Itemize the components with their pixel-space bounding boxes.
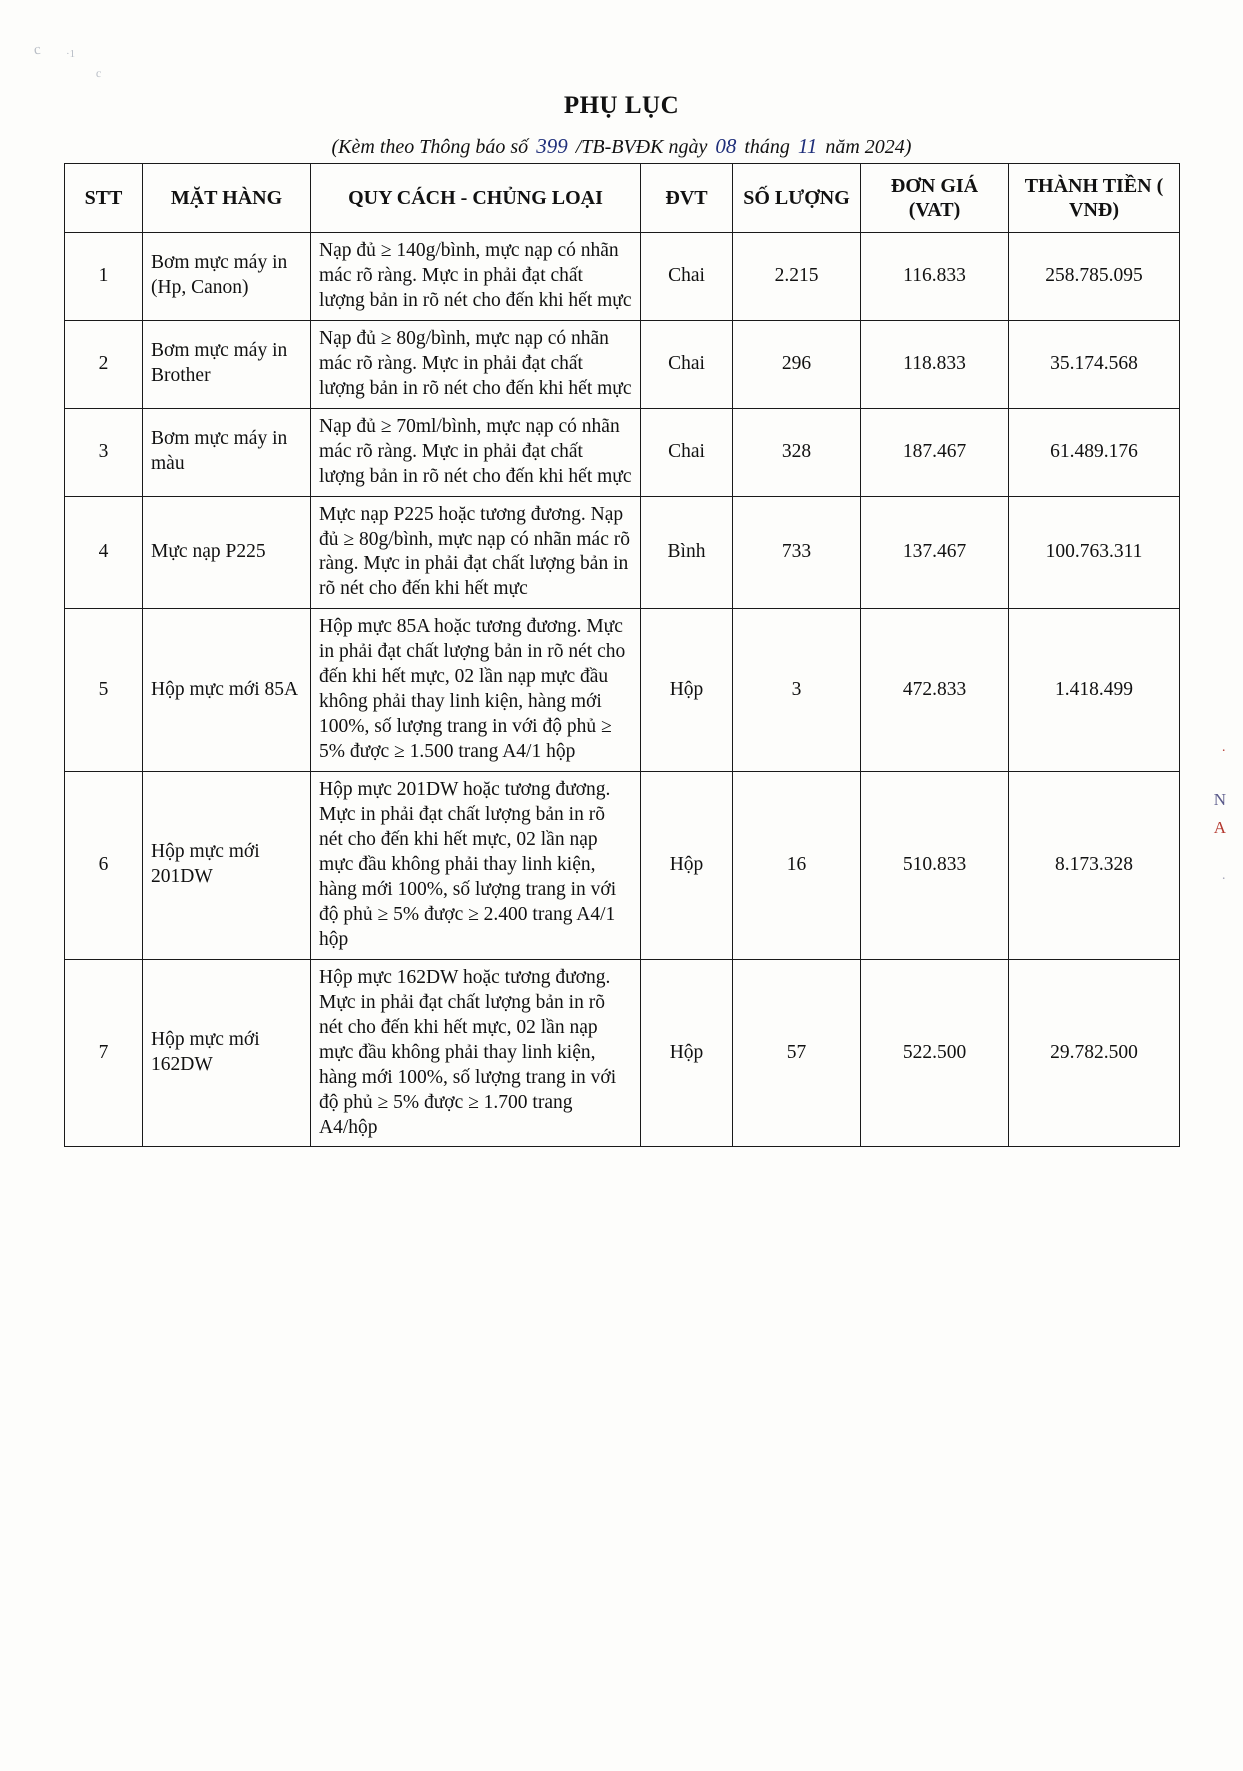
cell-stt: 6 [65,772,143,960]
document-reference-line [0,134,1243,159]
cell-total: 29.782.500 [1009,959,1180,1147]
column-header-spec: QUY CÁCH - CHỦNG LOẠI [311,164,641,233]
table-row [65,320,1180,408]
cell-spec: Hộp mực 85A hoặc tương đương. Mực in phải đạt chất lượng bản in rõ nét cho đến khi hết mực, 02 lần nạp mực đầu không phải thay linh kiện, hàng mới 100%, số lượng trang in với độ phủ ≥ 5% được ≥ 1.500 trang A4/1 hộp [311,609,641,772]
cell-item: Bơm mực máy in Brother [143,320,311,408]
reference-day-handwritten: 08 [715,134,737,158]
cell-spec: Hộp mực 162DW hoặc tương đương. Mực in phải đạt chất lượng bản in rõ nét cho đến khi hết mực, 02 lần nạp mực đầu không phải thay linh kiện, hàng mới 100%, số lượng trang in với độ phủ ≥ 5% được ≥ 1.700 trang A4/hộp [311,959,641,1147]
cell-item: Hộp mực mới 201DW [143,772,311,960]
table-row [65,609,1180,772]
reference-number-handwritten: 399 [536,134,568,158]
column-header-price: ĐƠN GIÁ (VAT) [861,164,1009,233]
table-row [65,233,1180,321]
cell-unit: Hộp [641,772,733,960]
cell-total: 61.489.176 [1009,408,1180,496]
cell-quantity: 3 [733,609,861,772]
cell-price: 510.833 [861,772,1009,960]
cell-quantity: 16 [733,772,861,960]
column-header-unit: ĐVT [641,164,733,233]
cell-stt: 1 [65,233,143,321]
column-header-item: MẶT HÀNG [143,164,311,233]
column-header-total: THÀNH TIỀN ( VNĐ) [1009,164,1180,233]
cell-quantity: 328 [733,408,861,496]
column-header-quantity: SỐ LƯỢNG [733,164,861,233]
cell-item: Hộp mực mới 85A [143,609,311,772]
column-header-stt: STT [65,164,143,233]
cell-spec: Hộp mực 201DW hoặc tương đương. Mực in phải đạt chất lượng bản in rõ nét cho đến khi hết mực, 02 lần nạp mực đầu không phải thay linh kiện, hàng mới 100%, số lượng trang in với độ phủ ≥ 5% được ≥ 2.400 trang A4/1 hộp [311,772,641,960]
cell-unit: Chai [641,320,733,408]
table-row [65,408,1180,496]
cell-item: Mực nạp P225 [143,496,311,609]
cell-total: 35.174.568 [1009,320,1180,408]
cell-total: 258.785.095 [1009,233,1180,321]
cell-total: 100.763.311 [1009,496,1180,609]
table-header-row [65,164,1180,233]
cell-unit: Hộp [641,609,733,772]
edge-annotation-2: N [1213,790,1227,809]
scan-artifact-3: c [95,65,102,81]
cell-unit: Bình [641,496,733,609]
cell-quantity: 296 [733,320,861,408]
cell-stt: 2 [65,320,143,408]
page-title: PHỤ LỤC [563,92,680,119]
cell-item: Bơm mực máy in (Hp, Canon) [143,233,311,321]
reference-middle: /TB-BVĐK ngày [575,136,708,158]
cell-item: Hộp mực mới 162DW [143,959,311,1147]
edge-annotation-1: · [1221,744,1227,759]
cell-spec: Nạp đủ ≥ 70ml/bình, mực nạp có nhãn mác rõ ràng. Mực in phải đạt chất lượng bản in rõ nét cho đến khi hết mực [311,408,641,496]
table-row [65,496,1180,609]
cell-stt: 7 [65,959,143,1147]
cell-unit: Hộp [641,959,733,1147]
cell-price: 522.500 [861,959,1009,1147]
cell-unit: Chai [641,233,733,321]
cell-quantity: 733 [733,496,861,609]
table-row [65,772,1180,960]
cell-price: 118.833 [861,320,1009,408]
edge-annotation-3: A [1213,818,1227,837]
cell-price: 116.833 [861,233,1009,321]
reference-suffix: năm 2024) [825,136,912,158]
reference-middle-2: tháng [744,136,790,158]
cell-stt: 4 [65,496,143,609]
cell-quantity: 2.215 [733,233,861,321]
appendix-table [64,163,1180,1147]
cell-item: Bơm mực máy in màu [143,408,311,496]
cell-spec: Nạp đủ ≥ 140g/bình, mực nạp có nhãn mác rõ ràng. Mực in phải đạt chất lượng bản in rõ nét cho đến khi hết mực [311,233,641,321]
cell-unit: Chai [641,408,733,496]
cell-quantity: 57 [733,959,861,1147]
reference-month-handwritten: 11 [797,134,818,158]
scan-artifact-1: c [33,41,42,59]
cell-price: 472.833 [861,609,1009,772]
table-row [65,959,1180,1147]
cell-total: 1.418.499 [1009,609,1180,772]
cell-stt: 5 [65,609,143,772]
reference-prefix: (Kèm theo Thông báo số [331,136,529,158]
cell-spec: Nạp đủ ≥ 80g/bình, mực nạp có nhãn mác rõ ràng. Mực in phải đạt chất lượng bản in rõ nét cho đến khi hết mực [311,320,641,408]
cell-price: 137.467 [861,496,1009,609]
cell-stt: 3 [65,408,143,496]
cell-spec: Mực nạp P225 hoặc tương đương. Nạp đủ ≥ 80g/bình, mực nạp có nhãn mác rõ ràng. Mực in phải đạt chất lượng bản in rõ nét cho đến khi hết mực [311,496,641,609]
scan-artifact-2: ·1 [66,48,76,60]
cell-price: 187.467 [861,408,1009,496]
edge-annotation-4: · [1221,872,1227,887]
cell-total: 8.173.328 [1009,772,1180,960]
